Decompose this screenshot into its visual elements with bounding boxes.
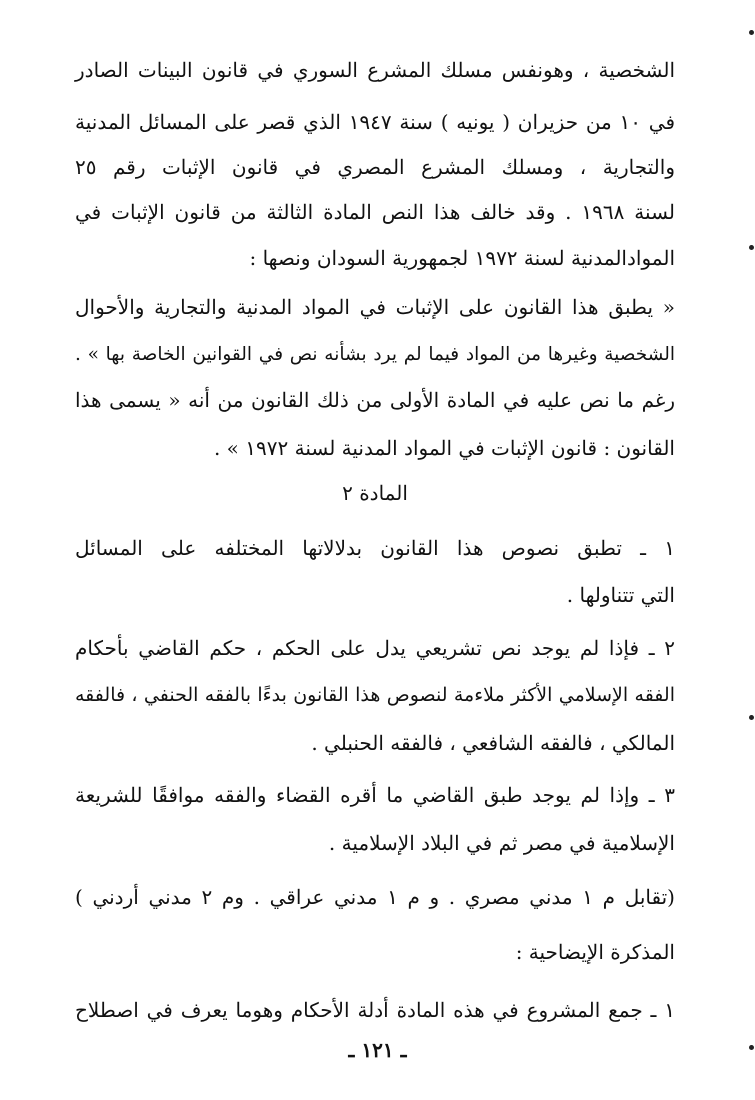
text-line: رغم ما نص عليه في المادة الأولى من ذلك القانون من أنه « يسمى هذا xyxy=(75,388,675,412)
memo-line: ١ ـ جمع المشروع في هذه المادة أدلة الأحكام وهوما يعرف في اصطلاح xyxy=(75,998,675,1022)
text-line: لسنة ١٩٦٨ . وقد خالف هذا النص المادة الثالثة من قانون الإثبات في xyxy=(75,200,675,224)
article-heading: المادة ٢ xyxy=(342,481,408,505)
scan-speck xyxy=(749,30,754,35)
cross-reference-note: (تقابل م ١ مدني مصري . و م ١ مدني عراقي . وم ٢ مدني أردني ) xyxy=(75,885,675,909)
clause-line: المالكي ، فالفقه الشافعي ، فالفقه الحنبلي . xyxy=(311,731,675,755)
clause-line: ١ ـ تطبق نصوص هذا القانون بدلالاتها المختلفه على المسائل xyxy=(75,536,675,560)
scan-speck xyxy=(749,245,754,250)
memo-heading: المذكرة الإيضاحية : xyxy=(515,940,675,964)
clause-line: التي تتناولها . xyxy=(566,583,675,607)
clause-line: الإسلامية في مصر ثم في البلاد الإسلامية . xyxy=(328,831,675,855)
scan-speck xyxy=(749,715,754,720)
page-number: ـ ١٢١ ـ xyxy=(348,1038,407,1062)
scan-speck xyxy=(749,1045,754,1050)
text-line: الشخصية ، وهونفس مسلك المشرع السوري في قانون البينات الصادر xyxy=(75,58,675,82)
text-line: الموادالمدنية لسنة ١٩٧٢ لجمهورية السودان ونصها : xyxy=(249,246,675,270)
text-line: القانون : قانون الإثبات في المواد المدنية لسنة ١٩٧٢ » . xyxy=(213,436,675,460)
clause-line: الفقه الإسلامي الأكثر ملاءمة لنصوص هذا القانون بدءًا بالفقه الحنفي ، فالفقه xyxy=(75,684,675,706)
clause-line: ٢ ـ فإذا لم يوجد نص تشريعي يدل على الحكم ، حكم القاضي بأحكام xyxy=(75,636,675,660)
clause-line: ٣ ـ وإذا لم يوجد طبق القاضي ما أقره القضاء والفقه موافقًا للشريعة xyxy=(75,783,675,807)
quote-line: الشخصية وغيرها من المواد فيما لم يرد بشأنه نص في القوانين الخاصة بها » . xyxy=(75,344,675,365)
text-line: في ١٠ من حزيران ( يونيه ) سنة ١٩٤٧ الذي قصر على المسائل المدنية xyxy=(75,110,676,134)
text-line: والتجارية ، ومسلك المشرع المصري في قانون الإثبات رقم ٢٥ xyxy=(75,155,675,179)
quote-line: « يطبق هذا القانون على الإثبات في المواد المدنية والتجارية والأحوال xyxy=(75,295,675,319)
